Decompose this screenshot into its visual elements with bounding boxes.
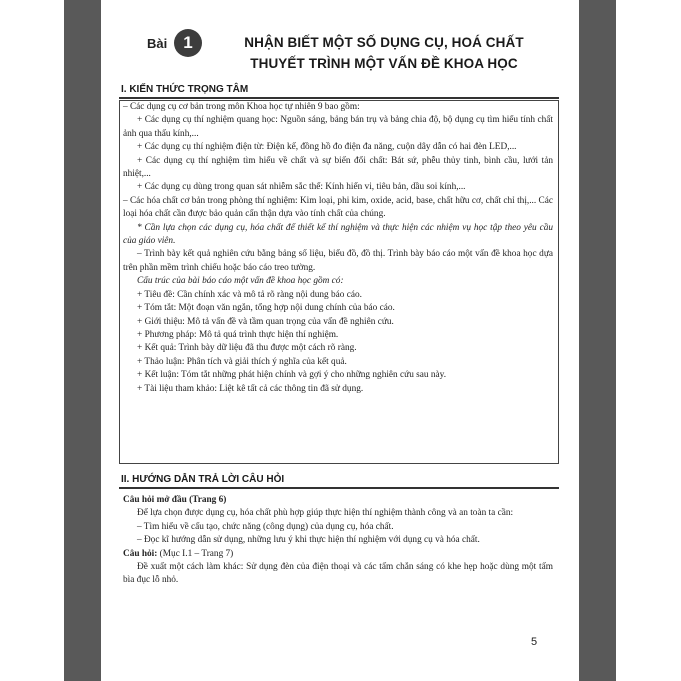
summary-line: – Trình bày kết quả nghiên cứu bằng bảng số liệu, biểu đồ, đồ thị. Trình bày báo cáo một vấn đề khoa học dựa trên phần mềm trình chiếu hoặc báo cáo treo tường.: [123, 249, 553, 273]
lesson-title-line2: THUYẾT TRÌNH MỘT VẤN ĐỀ KHOA HỌC: [250, 56, 518, 71]
report-structure-item: + Giới thiệu: Mô tả vấn đề và tầm quan trọng của vấn đề nghiên cứu.: [137, 316, 394, 327]
question-label: [123, 548, 553, 561]
lesson-number-badge: 1: [174, 29, 202, 57]
right-border: [579, 0, 616, 681]
question-label-bold: Câu hỏi:: [123, 548, 158, 559]
summary-line: – Các dụng cụ cơ bản trong môn Khoa học tự nhiên 9 bao gồm:: [123, 102, 360, 112]
summary-line: + Các dụng cụ dùng trong quan sát nhiễm sắc thể: Kính hiển vi, tiêu bản, dầu soi kính,...: [137, 182, 466, 193]
report-structure-item: + Tóm tắt: Một đoạn văn ngắn, tổng hợp nội dung chính của báo cáo.: [137, 303, 395, 314]
document-page: [101, 0, 579, 681]
report-structure-item: + Kết luận: Tóm tắt những phát hiện chính và gợi ý cho những nghiên cứu sau này.: [137, 370, 447, 381]
section1-heading: I. KIẾN THỨC TRỌNG TÂM: [121, 84, 249, 95]
answer-text: Đề xuất một cách làm khác: Sử dụng đèn của điện thoại và các tấm chắn sáng có khe hẹp hoặc dùng một tấm bìa đục lỗ nhỏ.: [123, 562, 553, 586]
section1-rule: [119, 97, 559, 99]
lesson-header: [101, 26, 579, 76]
report-structure-item: + Kết quả: Trình bày dữ liệu đã thu được một cách rõ ràng.: [137, 343, 357, 354]
answer-point: – Đọc kĩ hướng dẫn sử dụng, những lưu ý khi thực hiện thí nghiệm với dụng cụ và hóa chất.: [137, 535, 480, 546]
summary-line: + Các dụng cụ thí nghiệm quang học: Nguồn sáng, bảng bán trụ và bảng chia độ, bộ dụng cụ tìm hiểu tính chất ảnh qua thấu kính,...: [123, 115, 553, 139]
section2-rule: [119, 487, 559, 489]
summary-line: + Các dụng cụ thí nghiệm điện từ: Điện kế, đồng hồ đo điện đa năng, cuộn dây dẫn có hai đèn LED,...: [137, 142, 517, 153]
summary-text: [123, 101, 553, 396]
question-label: Câu hỏi mở đầu (Trang 6): [123, 495, 227, 505]
report-structure-item: + Thảo luận: Phân tích và giải thích ý nghĩa của kết quả.: [137, 356, 347, 367]
report-structure-item: + Tiêu đề: Cần chính xác và mô tả rõ ràng nội dung báo cáo.: [137, 289, 362, 300]
report-structure-item: + Tài liệu tham khảo: Liệt kê tất cả các thông tin đã sử dụng.: [137, 383, 364, 394]
summary-line: + Các dụng cụ thí nghiệm tìm hiểu về chất và sự biến đổi chất: Bát sứ, phễu thủy tinh, bình cầu, lưới tản nhiệt,...: [123, 155, 553, 180]
answer-text: Để lựa chọn được dụng cụ, hóa chất phù hợp giúp thực hiện thí nghiệm thành công và an toàn ta cần:: [137, 508, 514, 519]
left-border: [64, 0, 101, 681]
summary-line: – Các hóa chất cơ bản trong phòng thí nghiệm: Kim loại, phi kim, oxide, acid, base, chất hữu cơ, chất chỉ thị,... Các loại hóa chất cần được bảo quản cẩn thận dựa vào tính chất của chúng.: [123, 195, 553, 220]
section2-heading: II. HƯỚNG DẪN TRẢ LỜI CÂU HỎI: [121, 474, 285, 485]
answers-text: [123, 494, 553, 588]
lesson-title-line1: NHẬN BIẾT MỘT SỐ DỤNG CỤ, HOÁ CHẤT: [244, 35, 524, 50]
answer-point: – Tìm hiểu về cấu tạo, chức năng (công dụng) của dụng cụ, hóa chất.: [137, 521, 394, 532]
lesson-word: Bài: [147, 36, 168, 51]
lesson-title: [219, 32, 549, 74]
report-structure-item: + Phương pháp: Mô tả quá trình thực hiện thí nghiệm.: [137, 329, 339, 340]
page-number: 5: [531, 636, 538, 648]
question-label-ref: (Mục I.1 – Trang 7): [157, 548, 234, 559]
summary-note: * Cần lựa chọn các dụng cụ, hóa chất để thiết kế thí nghiệm và thực hiện các nhiệm vụ học tập theo yêu cầu của giáo viên.: [123, 222, 553, 247]
report-structure-heading: Cấu trúc của bài báo cáo một vấn đề khoa học gồm có:: [137, 276, 344, 287]
